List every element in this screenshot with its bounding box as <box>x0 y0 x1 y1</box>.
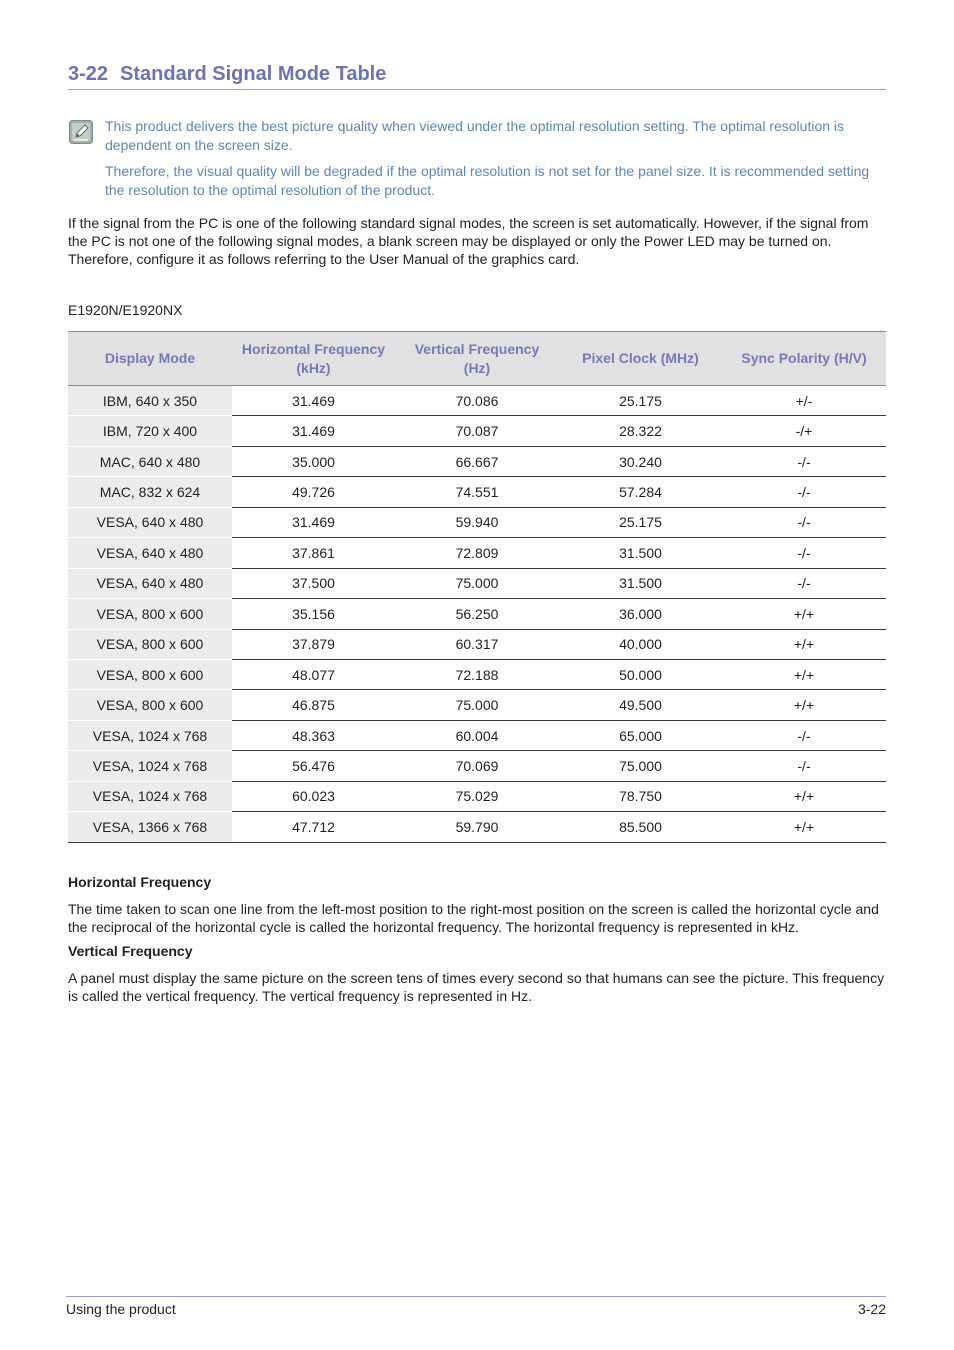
vertical-frequency-cell: 60.004 <box>395 720 559 750</box>
vertical-frequency-cell: 70.087 <box>395 416 559 446</box>
table-row <box>68 416 886 446</box>
pixel-clock-cell: 85.500 <box>559 812 722 842</box>
sync-polarity-cell: +/+ <box>722 781 886 811</box>
vertical-frequency-text: A panel must display the same picture on the screen tens of times every second so that humans can see the picture. This frequency is called the vertical frequency. The vertical frequency is represented in Hz. <box>68 970 885 1004</box>
table-row <box>68 599 886 629</box>
pixel-clock-cell: 25.175 <box>559 386 722 416</box>
vertical-frequency-cell: 56.250 <box>395 599 559 629</box>
table-row <box>68 751 886 781</box>
table-row <box>68 812 886 842</box>
sync-polarity-cell: -/- <box>722 751 886 781</box>
display-mode-cell: VESA, 800 x 600 <box>68 629 232 659</box>
footer-page-number: 3-22 <box>857 1301 886 1317</box>
display-mode-cell: VESA, 800 x 600 <box>68 690 232 720</box>
vertical-frequency-cell: 70.086 <box>395 386 559 416</box>
table-header-row <box>68 332 886 386</box>
horizontal-frequency-cell: 31.469 <box>232 416 395 446</box>
horizontal-frequency-cell: 35.156 <box>232 599 395 629</box>
sync-polarity-cell: -/- <box>722 538 886 568</box>
table-row <box>68 781 886 811</box>
table-row <box>68 568 886 598</box>
pixel-clock-cell: 57.284 <box>559 477 722 507</box>
table-row <box>68 720 886 750</box>
display-mode-cell: MAC, 832 x 624 <box>68 477 232 507</box>
pixel-clock-cell: 78.750 <box>559 781 722 811</box>
display-mode-cell: VESA, 1024 x 768 <box>68 720 232 750</box>
table-row <box>68 507 886 537</box>
table-row <box>68 446 886 476</box>
sync-polarity-cell: -/- <box>722 720 886 750</box>
vertical-frequency-cell: 75.000 <box>395 690 559 720</box>
note-pencil-icon <box>69 120 93 144</box>
note-paragraph-2: Therefore, the visual quality will be degraded if the optimal resolution is not set for the panel size. It is recommended setting the resolution to the optimal resolution of the product. <box>105 163 870 198</box>
display-mode-cell: VESA, 640 x 480 <box>68 507 232 537</box>
sync-polarity-cell: -/- <box>722 477 886 507</box>
display-mode-cell: IBM, 640 x 350 <box>68 386 232 416</box>
display-mode-cell: MAC, 640 x 480 <box>68 446 232 476</box>
display-mode-cell: VESA, 640 x 480 <box>68 538 232 568</box>
horizontal-frequency-cell: 60.023 <box>232 781 395 811</box>
horizontal-frequency-cell: 31.469 <box>232 507 395 537</box>
vertical-frequency-cell: 72.188 <box>395 659 559 689</box>
note-paragraph-1: This product delivers the best picture quality when viewed under the optimal resolution setting. The optimal resolution is dependent on the screen size. <box>105 118 845 153</box>
horizontal-frequency-cell: 37.500 <box>232 568 395 598</box>
table-row <box>68 538 886 568</box>
header-pixel-clock: Pixel Clock (MHz) <box>559 332 722 386</box>
pixel-clock-cell: 65.000 <box>559 720 722 750</box>
pixel-clock-cell: 50.000 <box>559 659 722 689</box>
vertical-frequency-cell: 75.000 <box>395 568 559 598</box>
section-number: 3-22 <box>68 63 109 85</box>
vertical-frequency-cell: 75.029 <box>395 781 559 811</box>
horizontal-frequency-cell: 49.726 <box>232 477 395 507</box>
horizontal-frequency-cell: 48.077 <box>232 659 395 689</box>
table-row <box>68 386 886 416</box>
horizontal-frequency-cell: 37.879 <box>232 629 395 659</box>
sync-polarity-cell: -/- <box>722 568 886 598</box>
pixel-clock-cell: 31.500 <box>559 568 722 598</box>
table-row <box>68 477 886 507</box>
vertical-frequency-cell: 74.551 <box>395 477 559 507</box>
vertical-frequency-cell: 70.069 <box>395 751 559 781</box>
sync-polarity-cell: +/- <box>722 386 886 416</box>
signal-mode-table <box>68 331 886 843</box>
horizontal-frequency-cell: 37.861 <box>232 538 395 568</box>
horizontal-frequency-cell: 46.875 <box>232 690 395 720</box>
table-row <box>68 629 886 659</box>
sync-polarity-cell: +/+ <box>722 812 886 842</box>
pixel-clock-cell: 28.322 <box>559 416 722 446</box>
pixel-clock-cell: 36.000 <box>559 599 722 629</box>
display-mode-cell: IBM, 720 x 400 <box>68 416 232 446</box>
display-mode-cell: VESA, 640 x 480 <box>68 568 232 598</box>
display-mode-cell: VESA, 800 x 600 <box>68 659 232 689</box>
vertical-frequency-cell: 66.667 <box>395 446 559 476</box>
horizontal-frequency-text: The time taken to scan one line from the left-most position to the right-most position on the screen is called the horizontal cycle and the reciprocal of the horizontal cycle is called the horizontal frequency. The horizontal frequency is represented in kHz. <box>68 901 879 935</box>
display-mode-cell: VESA, 1024 x 768 <box>68 781 232 811</box>
sync-polarity-cell: -/- <box>722 446 886 476</box>
table-row <box>68 690 886 720</box>
pixel-clock-cell: 31.500 <box>559 538 722 568</box>
horizontal-frequency-cell: 47.712 <box>232 812 395 842</box>
vertical-frequency-cell: 72.809 <box>395 538 559 568</box>
model-label: E1920N/E1920NX <box>68 302 183 318</box>
vertical-frequency-heading: Vertical Frequency <box>68 943 193 959</box>
vertical-frequency-cell: 59.940 <box>395 507 559 537</box>
page-footer <box>66 1296 886 1317</box>
horizontal-frequency-cell: 31.469 <box>232 386 395 416</box>
sync-polarity-cell: +/+ <box>722 599 886 629</box>
header-display-mode: Display Mode <box>68 332 232 386</box>
pixel-clock-cell: 40.000 <box>559 629 722 659</box>
pixel-clock-cell: 75.000 <box>559 751 722 781</box>
sync-polarity-cell: +/+ <box>722 629 886 659</box>
display-mode-cell: VESA, 1366 x 768 <box>68 812 232 842</box>
sync-polarity-cell: +/+ <box>722 690 886 720</box>
header-sync-polarity: Sync Polarity (H/V) <box>722 332 886 386</box>
vertical-frequency-cell: 59.790 <box>395 812 559 842</box>
horizontal-frequency-cell: 48.363 <box>232 720 395 750</box>
display-mode-cell: VESA, 1024 x 768 <box>68 751 232 781</box>
pixel-clock-cell: 25.175 <box>559 507 722 537</box>
pixel-clock-cell: 30.240 <box>559 446 722 476</box>
page-title <box>68 61 886 90</box>
table-row <box>68 659 886 689</box>
sync-polarity-cell: -/+ <box>722 416 886 446</box>
intro-paragraph: If the signal from the PC is one of the following standard signal modes, the screen is set automatically. However, if the signal from the PC is not one of the following signal modes, a blank screen may be displayed or only the Power LED may be turned on. Therefore, configure it as follows referring to the User Manual of the graphics card. <box>68 215 869 267</box>
display-mode-cell: VESA, 800 x 600 <box>68 599 232 629</box>
horizontal-frequency-cell: 35.000 <box>232 446 395 476</box>
horizontal-frequency-heading: Horizontal Frequency <box>68 874 212 890</box>
pixel-clock-cell: 49.500 <box>559 690 722 720</box>
footer-chapter: Using the product <box>66 1301 176 1317</box>
horizontal-frequency-cell: 56.476 <box>232 751 395 781</box>
sync-polarity-cell: -/- <box>722 507 886 537</box>
section-title: Standard Signal Mode Table <box>120 63 387 85</box>
vertical-frequency-cell: 60.317 <box>395 629 559 659</box>
header-vertical-frequency: Vertical Frequency (Hz) <box>395 332 559 386</box>
sync-polarity-cell: +/+ <box>722 659 886 689</box>
header-horizontal-frequency: Horizontal Frequency (kHz) <box>232 332 395 386</box>
